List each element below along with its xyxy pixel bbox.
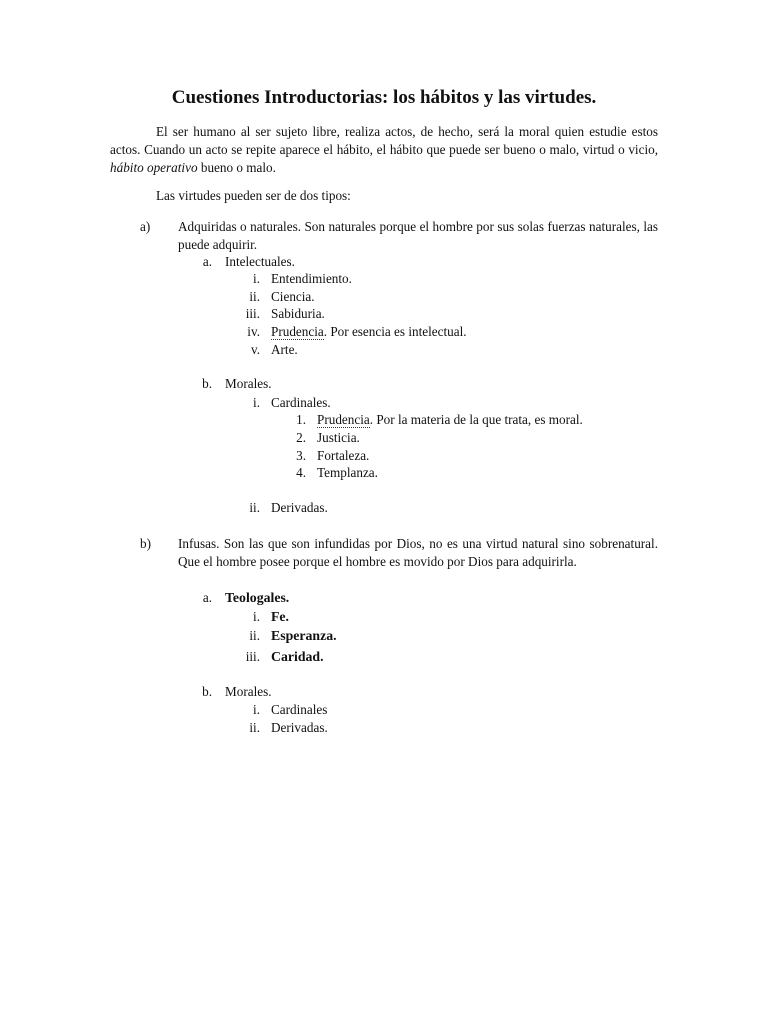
list-item: Cardinales xyxy=(271,702,328,717)
list-marker: a. xyxy=(202,590,212,605)
list-marker: 1. xyxy=(296,412,306,427)
intro-text: El ser humano al ser sujeto libre, realiza actos, de hecho, será la moral quien estudie estos actos. Cuando un acto se repite aparece el hábito, el hábito que puede ser bueno o malo, virtud o vicio, xyxy=(110,124,658,157)
list-marker: a. xyxy=(202,254,212,269)
list-marker: ii. xyxy=(249,500,260,515)
list-marker: i. xyxy=(253,271,260,286)
list-item: Ciencia. xyxy=(271,289,315,304)
section-b-text: Infusas. Son las que son infundidas por Dios, no es una virtud natural sino sobrenatural. Que el hombre posee porque el hombre es movido por Dios para adquirirla. xyxy=(178,536,658,569)
document-title: Cuestiones Introductorias: los hábitos y las virtudes. xyxy=(171,87,597,108)
list-item: Derivadas. xyxy=(271,720,328,735)
list-marker-a: a) xyxy=(140,219,151,234)
list-marker: 4. xyxy=(296,465,306,480)
list-marker: b. xyxy=(202,684,212,699)
section-a-text: Adquiridas o naturales. Son naturales porque el hombre por sus solas fuerzas naturales, las puede adquirir. xyxy=(178,219,658,252)
list-item: Arte. xyxy=(271,342,298,357)
list-marker: i. xyxy=(253,609,260,624)
list-item: Fortaleza. xyxy=(317,448,370,463)
list-item: Justicia. xyxy=(317,430,360,445)
list-item: Sabiduria. xyxy=(271,306,325,321)
list-marker: i. xyxy=(253,702,260,717)
list-marker: 2. xyxy=(296,430,306,445)
morales-heading: Morales. xyxy=(225,684,272,699)
spellcheck-underlined-word[interactable]: Prudencia xyxy=(271,324,324,339)
list-item: Prudencia. Por esencia es intelectual. xyxy=(271,324,467,339)
list-item: Entendimiento. xyxy=(271,271,352,286)
list-marker: iv. xyxy=(247,324,260,339)
list-marker: ii. xyxy=(249,720,260,735)
intro-paragraph xyxy=(110,123,658,177)
list-marker: b. xyxy=(202,376,212,391)
list-item: Esperanza. xyxy=(271,628,337,643)
list-item: Caridad. xyxy=(271,649,324,664)
list-marker: v. xyxy=(250,342,260,357)
cardinales-heading: Cardinales. xyxy=(271,395,331,410)
list-marker: ii. xyxy=(249,628,260,643)
list-marker: 3. xyxy=(296,448,306,463)
list-marker-b: b) xyxy=(140,536,151,551)
types-intro: Las virtudes pueden ser de dos tipos: xyxy=(156,188,351,203)
list-item: Prudencia. Por la materia de la que trata, es moral. xyxy=(317,412,583,427)
intro-text-end: bueno o malo. xyxy=(197,160,276,175)
list-marker: i. xyxy=(253,395,260,410)
list-marker: iii. xyxy=(245,649,260,664)
teologales-heading: Teologales. xyxy=(225,590,290,605)
list-marker: iii. xyxy=(245,306,260,321)
list-marker: ii. xyxy=(249,289,260,304)
list-item: Fe. xyxy=(271,609,290,624)
morales-heading: Morales. xyxy=(225,376,272,391)
spellcheck-underlined-word[interactable]: Prudencia xyxy=(317,412,370,427)
intelectuales-heading: Intelectuales. xyxy=(225,254,295,269)
intro-italic-term: hábito operativo xyxy=(110,160,198,175)
list-item: Templanza. xyxy=(317,465,378,480)
derivadas-item: Derivadas. xyxy=(271,500,328,515)
